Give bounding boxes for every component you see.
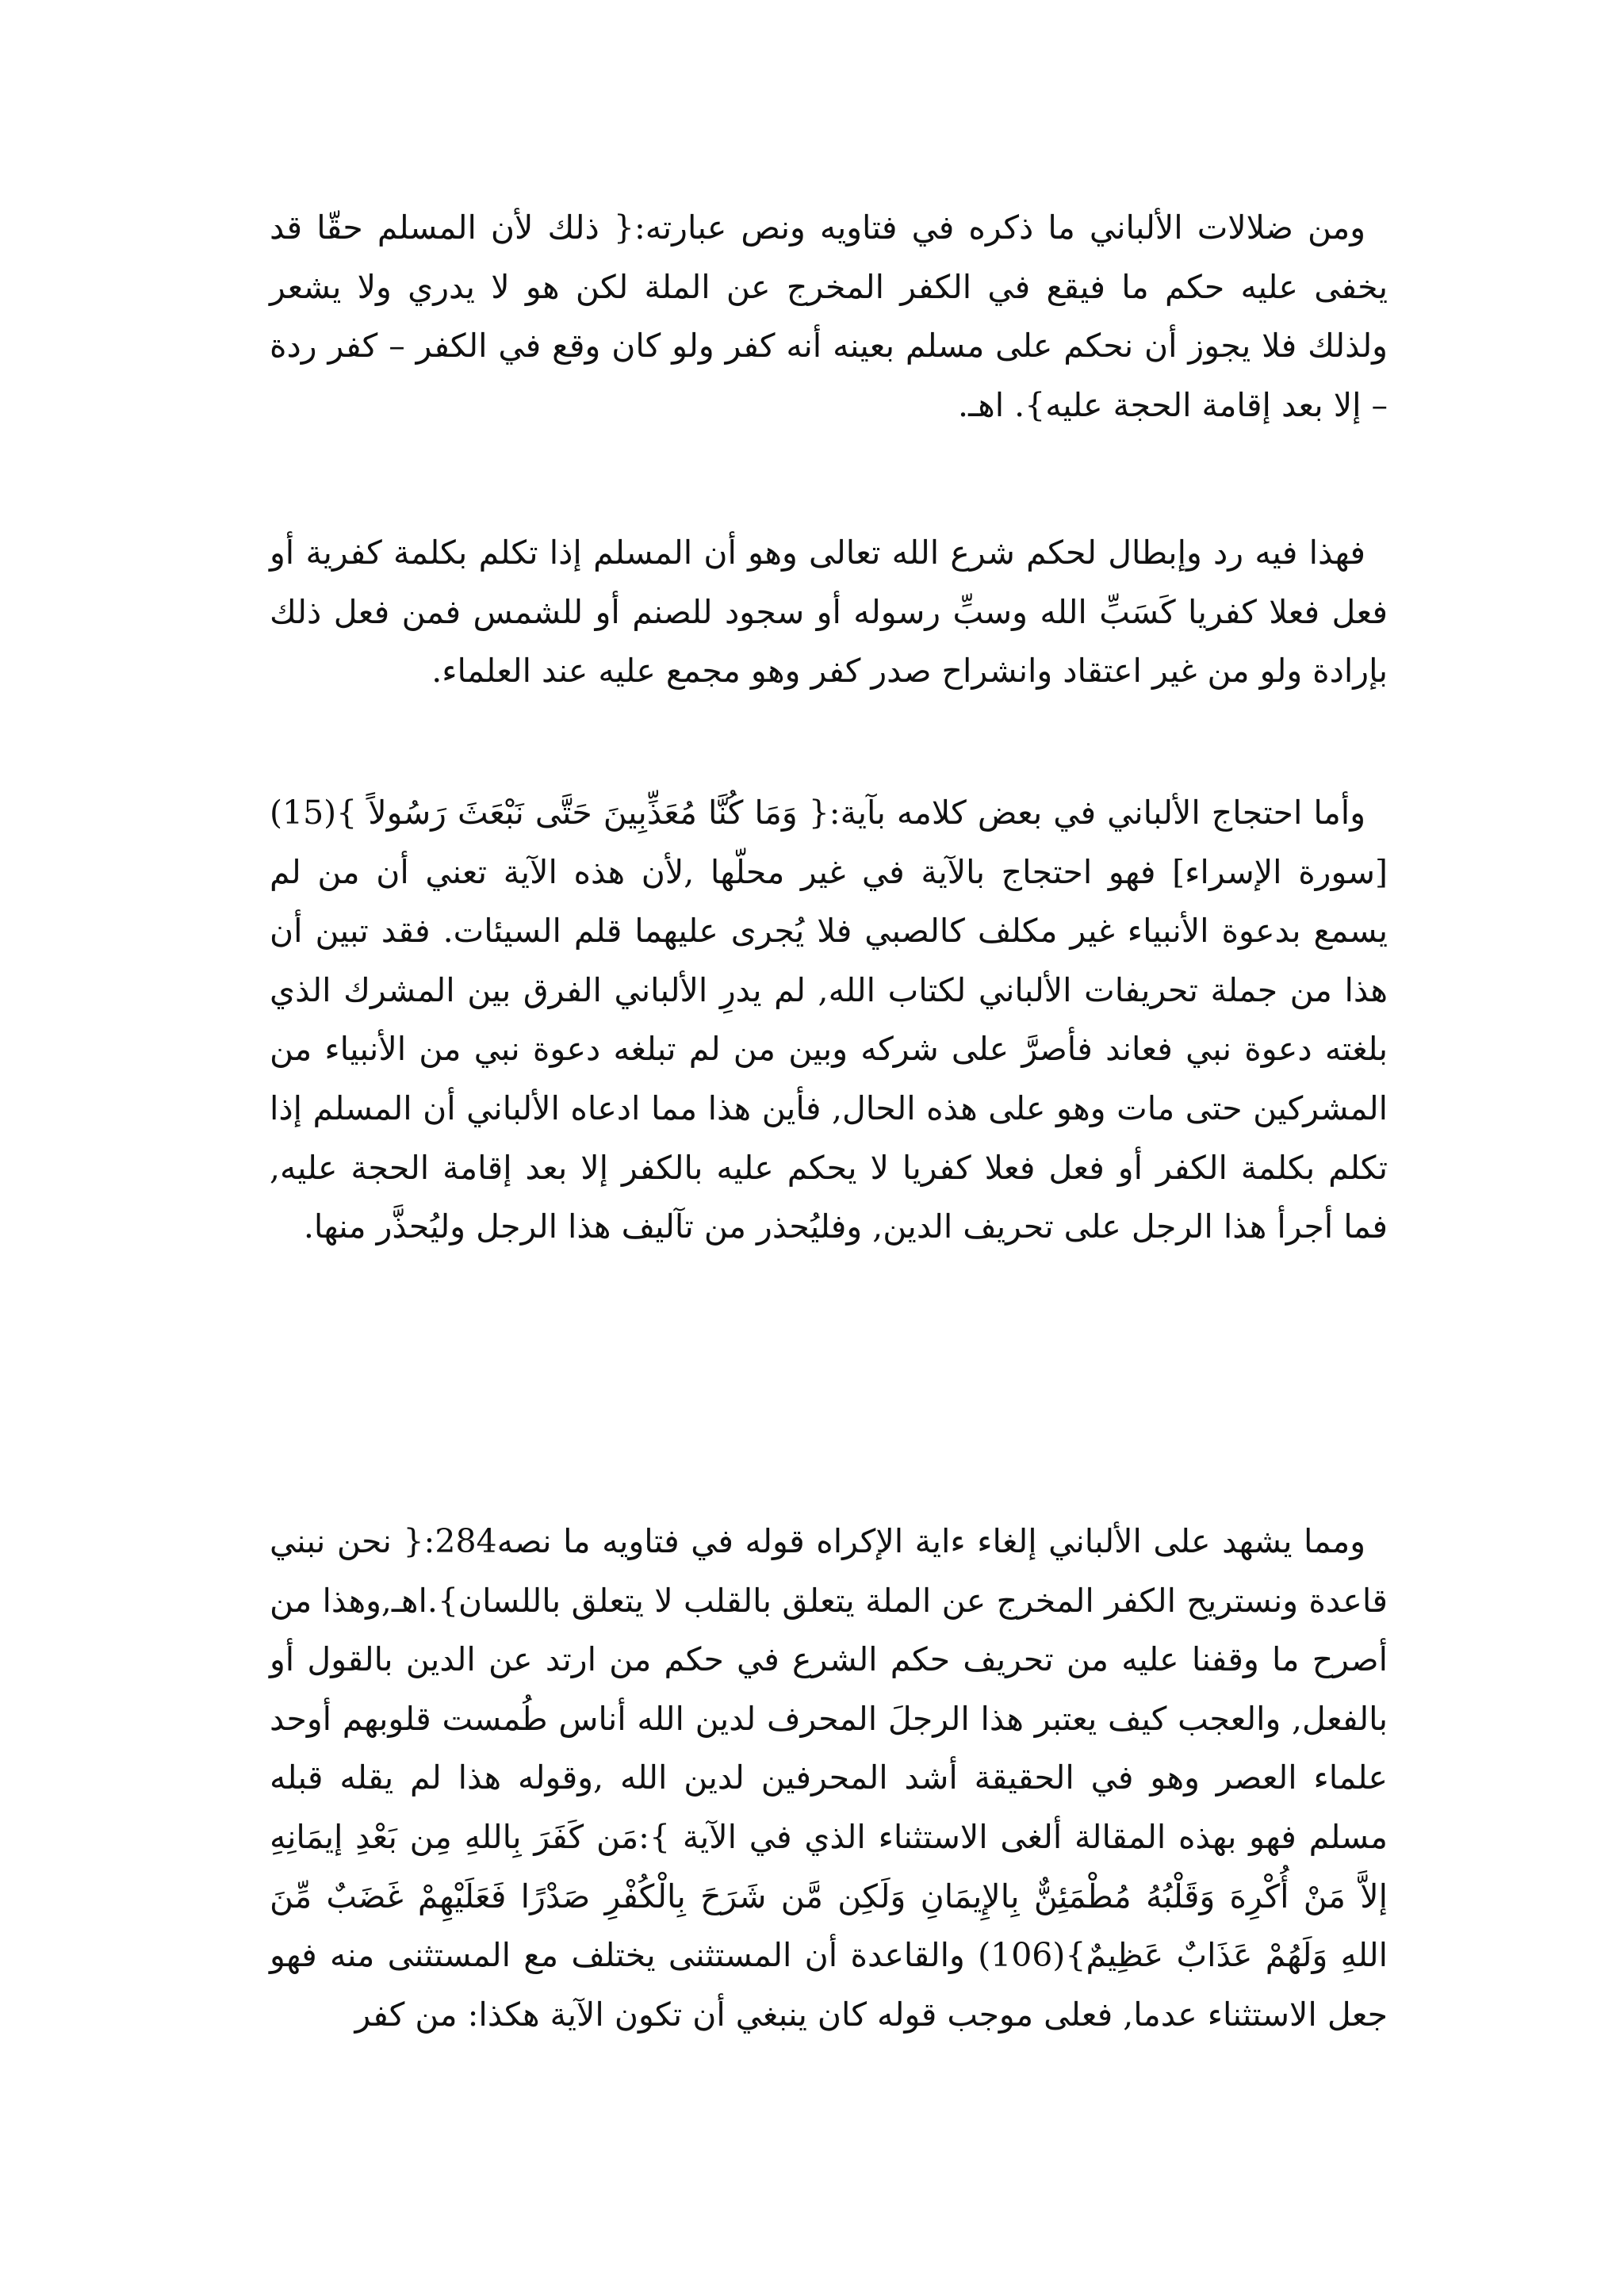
paragraph-1: ومن ضلالات الألباني ما ذكره في فتاويه ونص عبارته:{ ذلك لأن المسلم حقّا قد يخفى عليه حكم ما فيقع في الكفر المخرج عن الملة لكن هو لا يدري ولا يشعر ولذلك فلا يجوز أن نحكم على مسلم بعينه أنه كفر ولو كان وقع في الكفر – كفر ردة – إلا بعد إقامة الحجة عليه}. اهـ. bbox=[270, 209, 1388, 424]
paragraph-2: فهذا فيه رد وإبطال لحكم شرع الله تعالى وهو أن المسلم إذا تكلم بكلمة كفرية أو فعل فعلا كفريا كَسَبِّ الله وسبِّ رسوله أو سجود للصنم أو للشمس فمن فعل ذلك بإرادة ولو من غير اعتقاد وانشراح صدر كفر وهو مجمع عليه عند العلماء. bbox=[270, 534, 1388, 691]
paragraph-3: وأما احتجاج الألباني في بعض كلامه بآية:{ وَمَا كُنَّا مُعَذِّبِينَ حَتَّى نَبْعَثَ رَسُولاً }(15)[سورة الإسراء] فهو احتجاج بالآية في غير محلّها ,لأن هذه الآية تعني أن من لم يسمع بدعوة الأنبياء غير مكلف كالصبي فلا يُجرى عليهما قلم السيئات. فقد تبين أن هذا من جملة تحريفات الألباني لكتاب الله, لم يدرِ الألباني الفرق بين المشرك الذي بلغته دعوة نبي فعاند فأصرَّ على شركه وبين من لم تبلغه دعوة نبي من الأنبياء من المشركين حتى مات وهو على هذه الحال, فأين هذا مما ادعاه الألباني أن المسلم إذا تكلم بكلمة الكفر أو فعل فعلا كفريا لا يحكم عليه بالكفر إلا بعد إقامة الحجة عليه, فما أجرأ هذا الرجل على تحريف الدين, وفليُحذر من تآليف هذا الرجل وليُحذَّر منها. bbox=[270, 794, 1388, 1246]
paragraph-4: ومما يشهد على الألباني إلغاء ءاية الإكراه قوله في فتاويه ما نصه284:{ نحن نبني قاعدة ونستريح الكفر المخرج عن الملة يتعلق بالقلب لا يتعلق باللسان}.اهـ,وهذا من أصرح ما وقفنا عليه من تحريف حكم الشرع في حكم من ارتد عن الدين بالقول أو بالفعل, والعجب كيف يعتبر هذا الرجلَ المحرف لدين الله أناس طُمست قلوبهم أوحد علماء العصر وهو في الحقيقة أشد المحرفين لدين الله ,وقوله هذا لم يقله قبله مسلم فهو بهذه المقالة ألغى الاستثناء الذي في الآية }:مَن كَفَرَ بِاللهِ مِن بَعْدِ إيمَانِهِ إلاَّ مَنْ أُكْرِهَ وَقَلْبُهُ مُطْمَئِنٌّ بِالإِيمَانِ وَلَكِن مَّن شَرَحَ بِالْكُفْرِ صَدْرًا فَعَلَيْهِمْ غَضَبٌ مِّنَ اللهِ وَلَهُمْ عَذَابٌ عَظِيمٌ}(106) والقاعدة أن المستثنى يختلف مع المستثنى منه فهو جعل الاستثناء عدما, فعلى موجب قوله كان ينبغي أن تكون الآية هكذا: من كفر bbox=[270, 1522, 1388, 2034]
document-page bbox=[270, 198, 1388, 2156]
